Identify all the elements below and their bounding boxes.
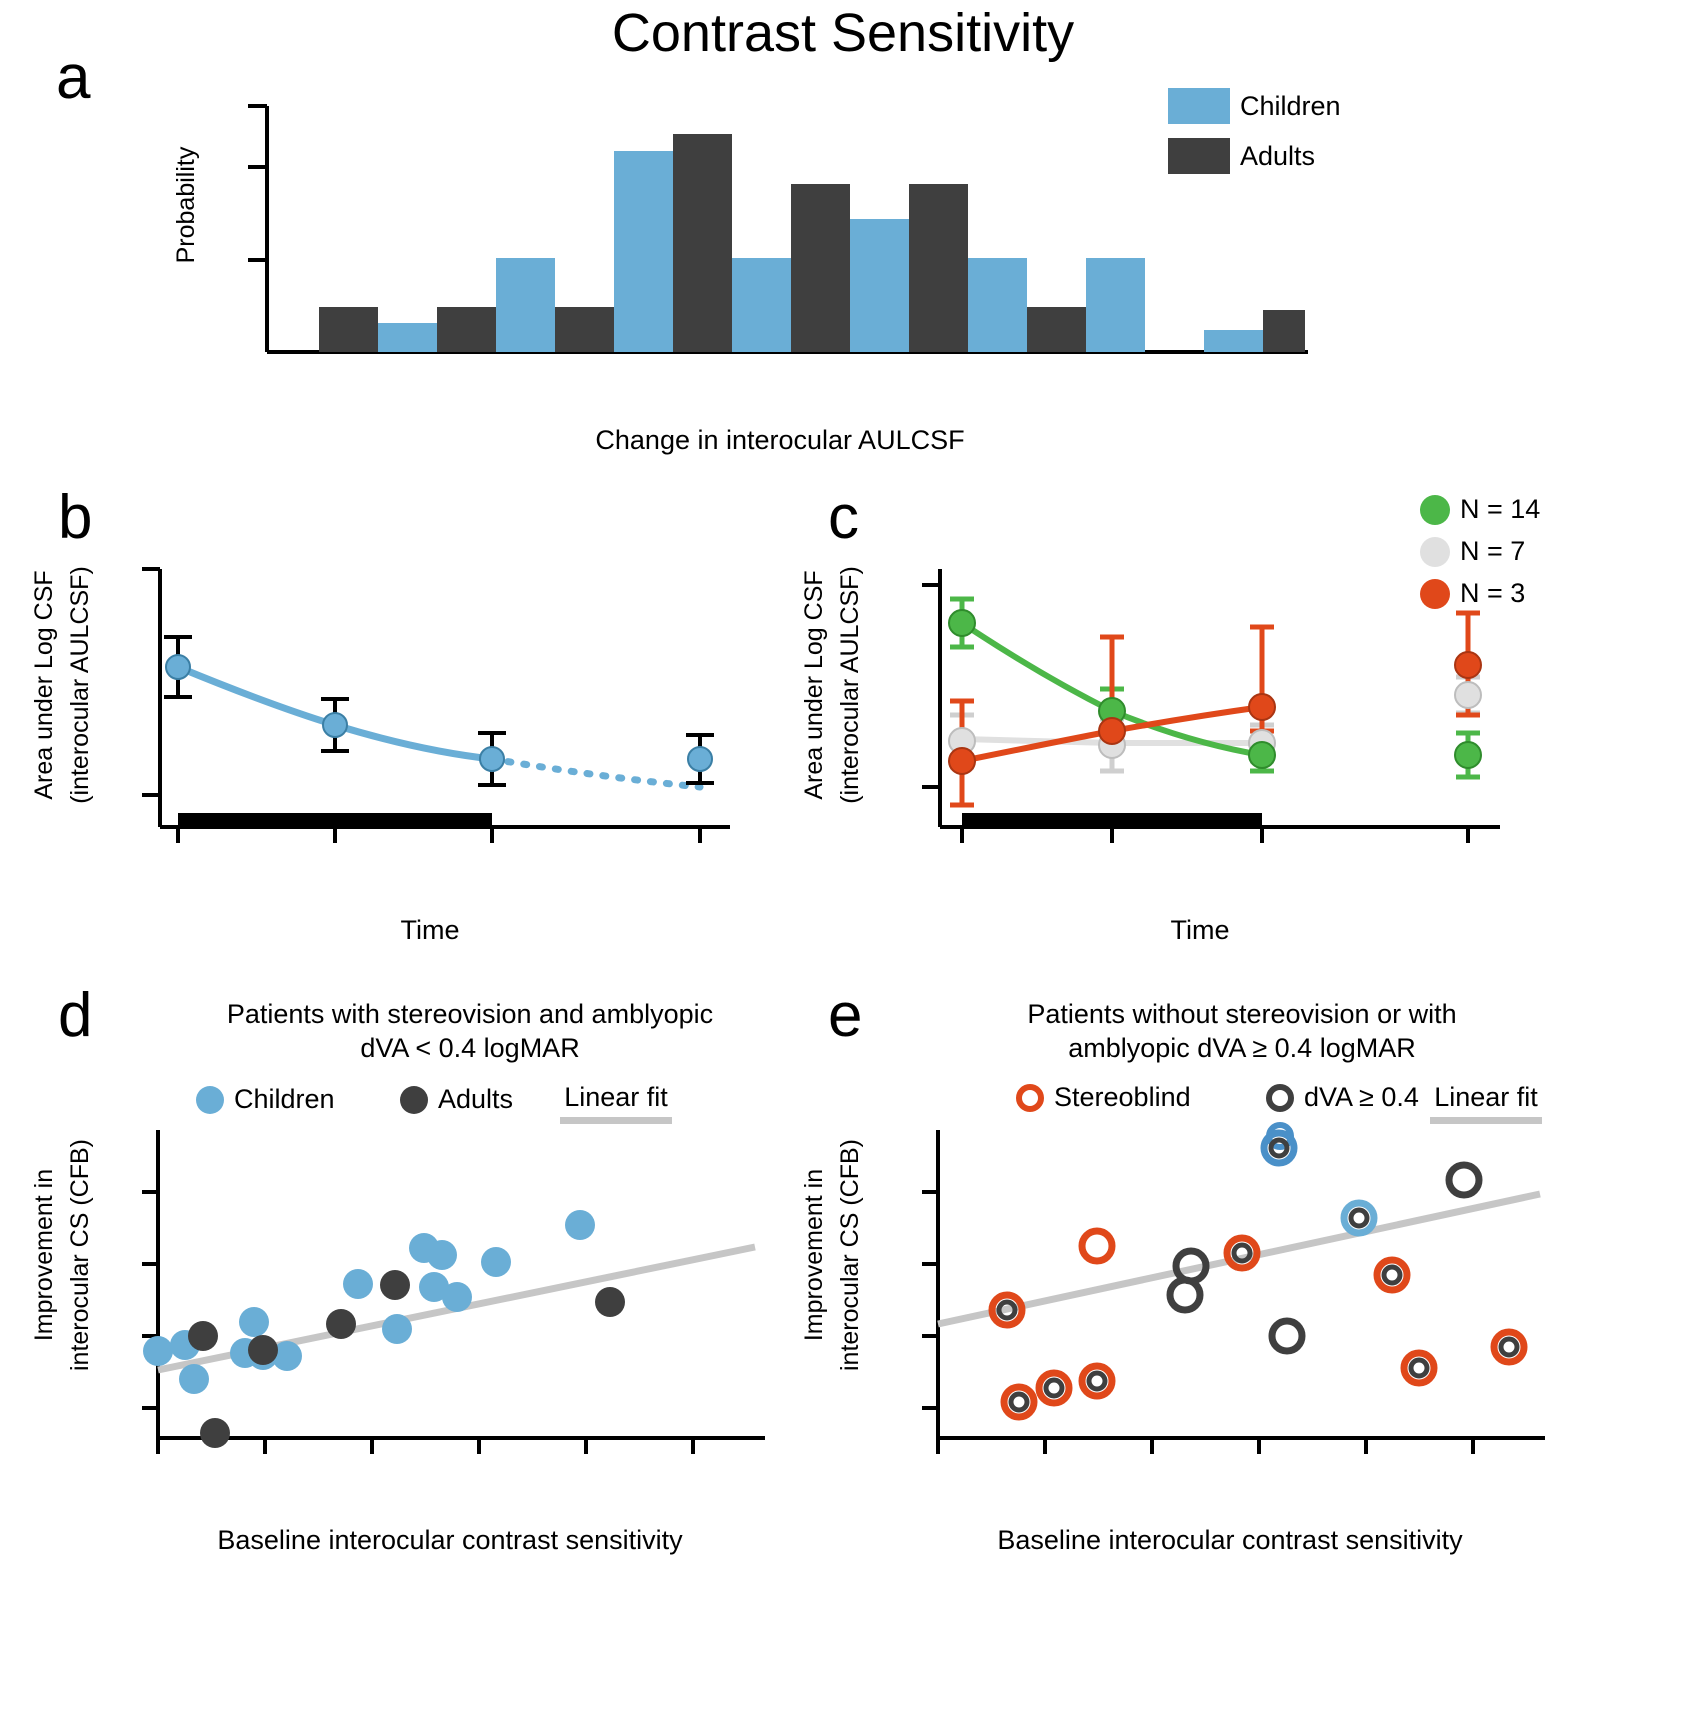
panel-e-ylabel-line2: interocular CS (CFB) xyxy=(836,1139,864,1371)
panel-b-xlabel: Time xyxy=(400,915,460,945)
panel-c-svg xyxy=(890,555,1530,855)
panel-d-legend-adults xyxy=(400,1084,513,1115)
panel-d-legend-children xyxy=(196,1084,335,1115)
panel-a-xlabel: Change in interocular AULCSF xyxy=(595,425,965,455)
panel-e-legend-stereoblind xyxy=(1016,1082,1191,1113)
panel-b-ylabel-line1: Area under Log CSF xyxy=(30,570,58,800)
legend-label-stereoblind: Stereoblind xyxy=(1054,1082,1191,1112)
panel-letter-e: e xyxy=(828,981,863,1050)
panel-e-title-line2: amblyopic dVA ≥ 0.4 logMAR xyxy=(1068,1032,1416,1063)
legend-dot-adults-d xyxy=(400,1086,428,1114)
panel-a-svg xyxy=(220,90,1340,380)
panel-letter-d: d xyxy=(58,981,93,1050)
panel-e-xlabel: Baseline interocular contrast sensitivity xyxy=(997,1525,1463,1555)
legend-ring-dva-gray xyxy=(1266,1084,1294,1112)
panel-e-title xyxy=(912,998,1572,1066)
panel-c-ylabel-line2: (interocular AULCSF) xyxy=(836,566,864,804)
panel-c-ylabel-line1: Area under Log CSF xyxy=(800,570,828,800)
legend-label-adults: Adults xyxy=(1240,140,1316,171)
legend-label-children: Children xyxy=(1240,90,1341,121)
panel-c-legend-n14 xyxy=(1420,494,1540,525)
panel-e-title-line1: Patients without stereovision or with xyxy=(1027,999,1457,1029)
panel-d-title-line2: dVA < 0.4 logMAR xyxy=(360,1032,580,1063)
legend-ring-stereoblind xyxy=(1016,1084,1044,1112)
panel-c-xlabel: Time xyxy=(1170,915,1230,945)
panel-d-ylabel-line2: interocular CS (CFB) xyxy=(66,1139,94,1371)
panel-letter-b: b xyxy=(58,483,93,552)
panel-d-ylabel-line1: Improvement in xyxy=(30,1168,58,1342)
panel-b-svg xyxy=(120,555,760,855)
panel-b-plot xyxy=(120,555,760,855)
panel-letter-c: c xyxy=(828,483,859,552)
panel-d-title xyxy=(150,998,790,1066)
legend-label-fit-e: Linear fit xyxy=(1434,1082,1538,1112)
panel-e-svg xyxy=(900,1120,1560,1460)
legend-label-n14: N = 14 xyxy=(1460,494,1541,524)
legend-dot-n14 xyxy=(1420,495,1450,525)
legend-label-dva: dVA ≥ 0.4 xyxy=(1304,1082,1419,1112)
legend-label-children-d: Children xyxy=(234,1084,335,1114)
panel-a-ylabel: Probability xyxy=(172,146,200,264)
panel-b-ylabel-line2: (interocular AULCSF) xyxy=(66,566,94,804)
legend-dot-children-d xyxy=(196,1086,224,1114)
panel-d-xlabel: Baseline interocular contrast sensitivity xyxy=(217,1525,683,1555)
figure-title: Contrast Sensitivity xyxy=(611,3,1075,63)
panel-d-legend-fit xyxy=(560,1082,672,1124)
panel-e-legend-fit xyxy=(1430,1082,1542,1124)
panel-e-ylabel-line1: Improvement in xyxy=(800,1168,828,1342)
panel-letter-a: a xyxy=(56,43,91,112)
legend-label-n7: N = 7 xyxy=(1460,536,1526,566)
legend-label-n3: N = 3 xyxy=(1460,578,1526,608)
panel-d-title-line1: Patients with stereovision and amblyopic xyxy=(226,999,714,1029)
panel-a-plot xyxy=(220,90,1340,380)
panel-e-plot xyxy=(900,1120,1560,1460)
panel-d-svg xyxy=(120,1120,780,1460)
panel-e-legend-dva xyxy=(1266,1082,1419,1113)
legend-label-fit-d: Linear fit xyxy=(564,1082,668,1112)
legend-label-adults-d: Adults xyxy=(438,1084,514,1114)
panel-d-plot xyxy=(120,1120,780,1460)
panel-c-plot xyxy=(890,555,1530,855)
